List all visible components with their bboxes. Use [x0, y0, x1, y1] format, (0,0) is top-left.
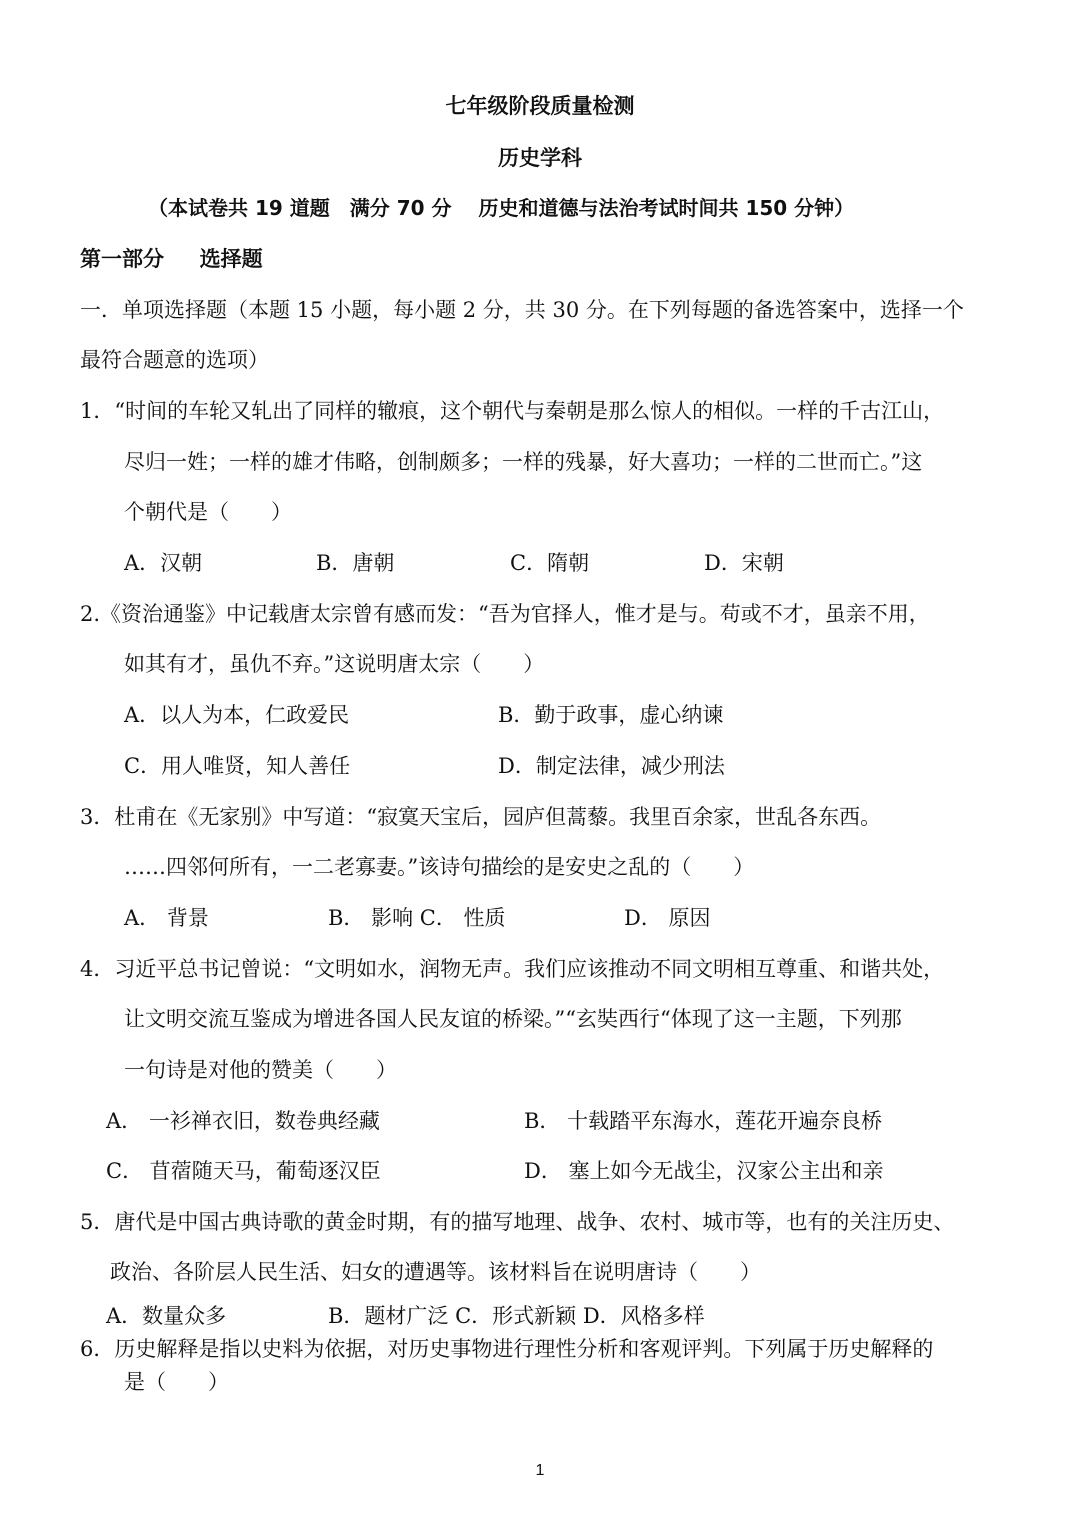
q4-stem-line1: 4．习近平总书记曾说：“文明如水，润物无声。我们应该推动不同文明相互尊重、和谐共处，: [80, 957, 945, 981]
q3-stem-line2: ……四邻何所有，一二老寡妻。”该诗句描绘的是安史之乱的（ ）: [124, 855, 755, 879]
q3-option-a: A． 背景: [124, 906, 209, 930]
q2-option-a: A．以人为本，仁政爱民: [124, 703, 350, 727]
q3-stem-line1: 3．杜甫在《无家别》中写道：“寂寞天宝后，园庐但蒿藜。我里百余家，世乱各东西。: [80, 805, 882, 829]
q5-option-a: A．数量众多: [106, 1304, 227, 1328]
q2-stem-line1: 2.《资治通鉴》中记载唐太宗曾有感而发：“吾为官择人，惟才是与。苟或不才，虽亲不用，: [80, 602, 930, 626]
part-heading: 第一部分 选择题: [80, 247, 263, 271]
q1-option-a: A．汉朝: [124, 551, 203, 575]
section-instructions-line2: 最符合题意的选项）: [80, 348, 269, 372]
subject-title: 历史学科: [498, 146, 582, 170]
q5-option-bcd: B．题材广泛 C．形式新颖 D．风格多样: [328, 1304, 705, 1328]
q4-option-a: A． 一衫禅衣旧，数卷典经藏: [106, 1109, 380, 1133]
q2-option-b: B．勤于政事，虚心纳谏: [498, 703, 724, 727]
q1-stem-line1: 1．“时间的车轮又轧出了同样的辙痕，这个朝代与秦朝是那么惊人的相似。一样的千古江山，: [80, 399, 945, 423]
q1-option-c: C．隋朝: [510, 551, 590, 575]
q1-option-d: D．宋朝: [704, 551, 784, 575]
q6-stem-line2: 是（ ）: [124, 1370, 229, 1394]
q2-stem-line2: 如其有才，虽仇不弃。”这说明唐太宗（ ）: [124, 652, 545, 676]
q4-option-c: C． 苜蓿随天马，葡萄逐汉臣: [106, 1159, 381, 1183]
exam-info: （本试卷共 19 道题 满分 70 分 历史和道德与法治考试时间共 150 分钟）: [148, 196, 855, 220]
q1-option-b: B．唐朝: [316, 551, 395, 575]
exam-title: 七年级阶段质量检测: [445, 94, 635, 118]
q5-stem-line2: 政治、各阶层人民生活、妇女的遭遇等。该材料旨在说明唐诗（ ）: [110, 1260, 761, 1284]
q4-stem-line2: 让文明交流互鉴成为增进各国人民友谊的桥梁。”“玄奘西行“体现了这一主题，下列那: [124, 1007, 902, 1031]
q3-option-bc: B． 影响 C． 性质: [328, 906, 506, 930]
q2-option-d: D．制定法律，减少刑法: [498, 754, 725, 778]
page-number: 1: [535, 1462, 545, 1479]
q1-stem-line3: 个朝代是（ ）: [124, 500, 292, 524]
q3-option-d: D． 原因: [624, 906, 711, 930]
section-instructions-line1: 一．单项选择题（本题 15 小题，每小题 2 分，共 30 分。在下列每题的备选答案中，选择一个: [80, 298, 964, 322]
q5-stem-line1: 5．唐代是中国古典诗歌的黄金时期，有的描写地理、战争、农村、城市等，也有的关注历史、: [80, 1210, 955, 1234]
q2-option-c: C．用人唯贤，知人善任: [124, 754, 351, 778]
q4-stem-line3: 一句诗是对他的赞美（ ）: [124, 1058, 397, 1082]
q4-option-b: B． 十载踏平东海水，莲花开遍奈良桥: [524, 1109, 883, 1133]
q6-stem-line1: 6．历史解释是指以史料为依据，对历史事物进行理性分析和客观评判。下列属于历史解释的: [80, 1337, 934, 1361]
q1-stem-line2: 尽归一姓；一样的雄才伟略，创制颇多；一样的残暴，好大喜功；一样的二世而亡。”这: [124, 450, 923, 474]
q4-option-d: D． 塞上如今无战尘，汉家公主出和亲: [524, 1159, 884, 1183]
